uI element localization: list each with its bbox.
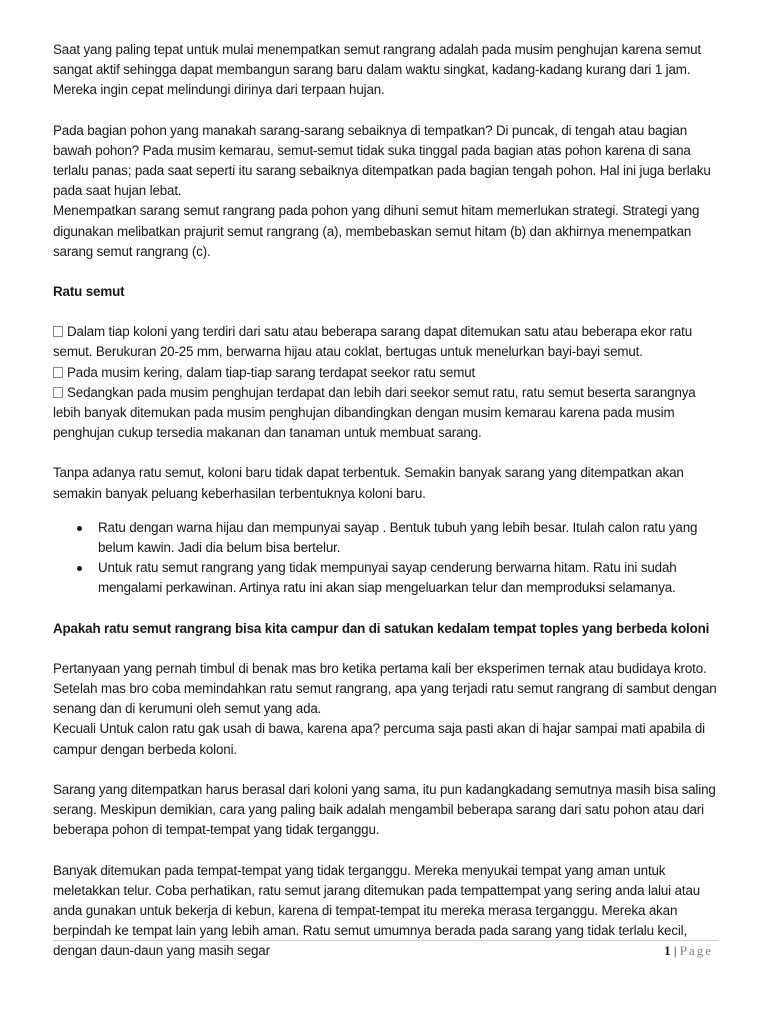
paragraph-intro: Saat yang paling tepat untuk mulai menempatkan semut rangrang adalah pada musim penghujan karena semut sangat aktif sehingga dapat membangun sarang baru dalam waktu singkat, kadang-kadang kurang dari 1 jam. Mereka ingin cepat melindungi dirinya dari terpaan hujan.	[53, 42, 701, 98]
paragraph-undisturbed: Banyak ditemukan pada tempat-tempat yang tidak terganggu. Mereka menyukai tempat yang aman untuk meletakkan telur. Coba perhatikan, ratu semut jarang ditemukan pada tempattempat yang sering anda lalui atau anda gunakan untuk bekerja di kebun, karena di tempat-tempat itu mereka merasa terganggu. Mereka akan berpindah ke tempat lain yang lebih aman. Ratu semut umumnya berada pada sarang yang tidak terlalu kecil, dengan daun-daun yang masih segar	[53, 862, 701, 959]
page-footer	[664, 943, 713, 959]
list-item: Untuk ratu semut rangrang yang tidak mempunyai sayap cenderung berwarna hitam. Ratu ini sudah mengalami perkawinan. Artinya ratu ini akan siap mengeluarkan telur dan memproduksi selamanya.	[53, 558, 718, 598]
bullet-icon	[77, 526, 82, 531]
bullet-list	[53, 518, 718, 599]
missing-glyph-icon	[53, 367, 63, 378]
paragraph-new-colony: Tanpa adanya ratu semut, koloni baru tidak dapat terbentuk. Semakin banyak sarang yang ditempatkan akan semakin banyak peluang keberhasilan terbentuknya koloni baru.	[53, 465, 684, 501]
footer-divider	[53, 940, 718, 941]
paragraph-tree-position: Pada bagian pohon yang manakah sarang-sarang sebaiknya di tempatkan? Di puncak, di tengah atau bagian bawah pohon? Pada musim kemarau, semut-semut tidak suka tinggal pada bagian atas pohon karena di sana terlalu panas; pada saat seperti itu sarang sebaiknya ditempatkan pada bagian tengah pohon. Hal ini juga berlaku pada saat hujan lebat.	[53, 122, 711, 199]
paragraph-same-colony: Sarang yang ditempatkan harus berasal dari koloni yang sama, itu pun kadangkadang semutnya masih bisa saling serang. Meskipun demikian, cara yang paling baik adalah mengambil beberapa sarang dari satu pohon atau dari beberapa pohon di tempat-tempat yang tidak terganggu.	[53, 781, 716, 838]
document-body	[53, 40, 718, 962]
paragraph-question: Pertanyaan yang pernah timbul di benak mas bro ketika pertama kali ber eksperimen ternak atau budidaya kroto. Setelah mas bro coba memindahkan ratu semut rangrang, apa yang terjadi ratu semut rangrang di sambut dengan senang dan di kerumuni oleh semut yang ada.	[53, 660, 717, 717]
paragraph-exception: Kecuali Untuk calon ratu gak usah di bawa, karena apa? percuma saja pasti akan di hajar sampai mati apabila di campur dengan berbeda koloni.	[53, 721, 705, 757]
page-number: 1	[664, 943, 671, 958]
heading-mixing-queens: Apakah ratu semut rangrang bisa kita campur dan di satukan kedalam tempat toples yang berbeda koloni	[53, 620, 710, 636]
symbol-item-rainy-season: Sedangkan pada musim penghujan terdapat dan lebih dari seekor semut ratu, ratu semut beserta sarangnya lebih banyak ditemukan pada musim penghujan dibandingkan dengan musim kemarau karena pada musim penghujan cukup tersedia makanan dan tanaman untuk membuat sarang.	[53, 384, 696, 441]
page-label: Page	[679, 943, 713, 958]
bullet-icon	[77, 566, 82, 571]
heading-ratu-semut: Ratu semut	[53, 284, 125, 300]
footer-separator: |	[673, 943, 677, 958]
list-item: Ratu dengan warna hijau dan mempunyai sayap . Bentuk tubuh yang lebih besar. Itulah calon ratu yang belum kawin. Jadi dia belum bisa bertelur.	[53, 518, 718, 558]
symbol-item-dry-season: Pada musim kering, dalam tiap-tiap sarang terdapat seekor ratu semut	[53, 363, 718, 383]
paragraph-strategy: Menempatkan sarang semut rangrang pada pohon yang dihuni semut hitam memerlukan strategi. Strategi yang digunakan melibatkan prajurit semut rangrang (a), membebaskan semut hitam (b) dan akhirnya menempatkan sarang semut rangrang (c).	[53, 203, 700, 259]
symbol-item-colony: Dalam tiap koloni yang terdiri dari satu atau beberapa sarang dapat ditemukan satu atau beberapa ekor ratu semut. Berukuran 20-25 mm, berwarna hijau atau coklat, bertugas untuk menelurkan bayi-bayi semut.	[53, 324, 693, 360]
missing-glyph-icon	[53, 326, 63, 337]
missing-glyph-icon	[53, 387, 63, 398]
